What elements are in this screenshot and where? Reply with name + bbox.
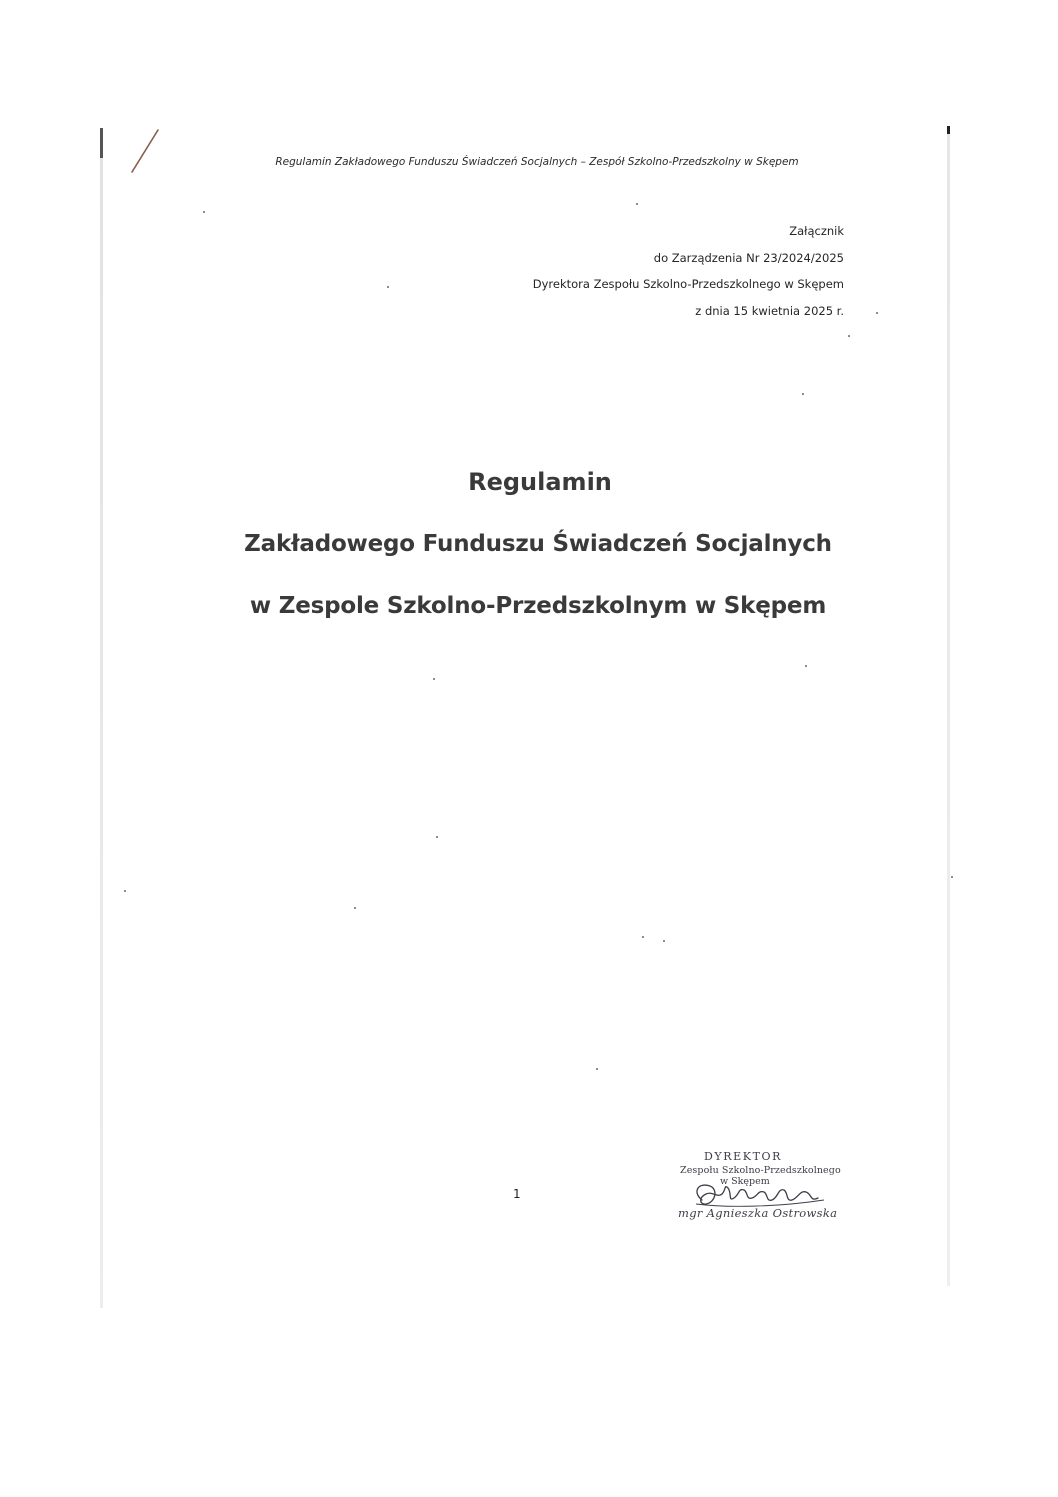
scan-speck (951, 876, 953, 878)
stamp-place: w Skępem (720, 1176, 770, 1187)
scan-speck (876, 312, 878, 314)
scan-speck (636, 203, 638, 205)
scan-speck (848, 335, 850, 337)
director-stamp (670, 1150, 860, 1230)
stamp-institution: Zespołu Szkolno-Przedszkolnego (680, 1165, 841, 1176)
title-line-3: w Zespole Szkolno-Przedszkolnym w Skępem (249, 593, 827, 619)
scan-edge-right (947, 126, 950, 1286)
scan-edge-left (100, 128, 103, 1308)
scan-speck (203, 211, 205, 213)
running-header: Regulamin Zakładowego Funduszu Świadczeń Socjalnych – Zespół Szkolno-Przedszkolny w Skępem (275, 156, 799, 168)
title-line-2: Zakładowego Funduszu Świadczeń Socjalnych (244, 531, 832, 557)
page-number: 1 (513, 1187, 521, 1201)
title-main: Regulamin (468, 468, 612, 496)
scan-speck (124, 890, 126, 892)
attachment-order: do Zarządzenia Nr 23/2024/2025 (653, 250, 844, 265)
scan-speck (387, 286, 389, 288)
stamp-name: mgr Agnieszka Ostrowska (678, 1206, 838, 1220)
scan-speck (354, 907, 356, 909)
attachment-issuer: Dyrektora Zespołu Szkolno-Przedszkolnego w Skępem (532, 277, 844, 291)
scan-speck (433, 678, 435, 680)
attachment-label: Załącznik (789, 224, 844, 238)
attachment-block (533, 218, 844, 324)
stamp-title: DYREKTOR (704, 1150, 783, 1163)
pen-mark-icon (128, 128, 168, 176)
attachment-date: z dnia 15 kwietnia 2025 r. (695, 303, 844, 318)
scan-speck (805, 665, 807, 667)
scan-speck (436, 836, 438, 838)
scan-speck (596, 1068, 598, 1070)
document-title (0, 462, 1058, 648)
scan-speck (802, 393, 804, 395)
scan-speck (663, 940, 665, 942)
scan-speck (642, 936, 644, 938)
